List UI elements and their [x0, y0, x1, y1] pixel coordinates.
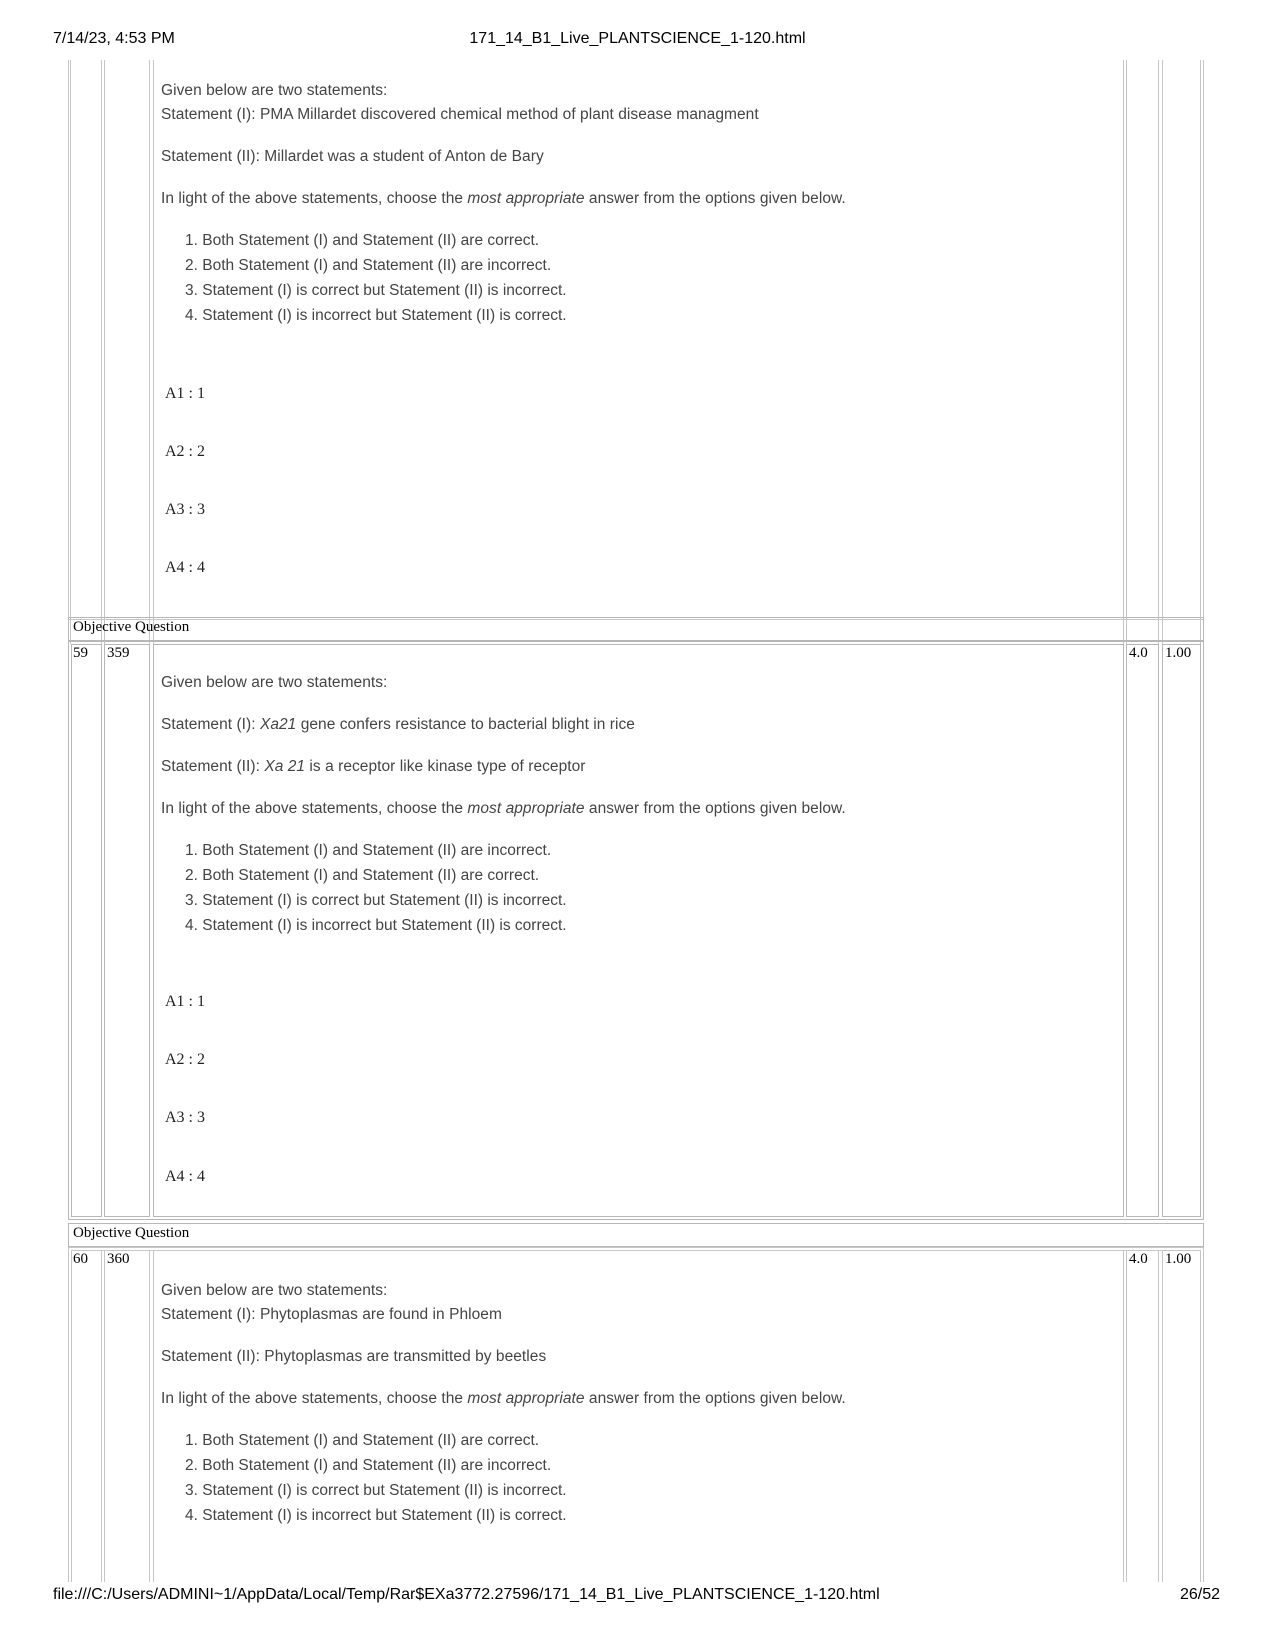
statement-2: Statement (II): Xa 21 is a receptor like kinase type of receptor [161, 758, 586, 775]
cell-border [101, 1250, 102, 1582]
print-file-path: file:///C:/Users/ADMINI~1/AppData/Local/Temp/Rar$EXa3772.27596/171_14_B1_Live_PLANTSCIENCE_1-120.html [53, 1586, 880, 1603]
cell-border [1123, 60, 1124, 644]
answer-key-4: A4 : 4 [165, 1168, 205, 1185]
question-intro: Given below are two statements: [161, 82, 388, 99]
question-type-label: Objective Question [73, 1225, 190, 1241]
statement-1: Statement (I): Xa21 gene confers resistance to bacterial blight in rice [161, 716, 635, 733]
question-id: 360 [107, 1251, 130, 1267]
option-item: 2. Both Statement (I) and Statement (II) are correct. [185, 867, 540, 884]
question-type-label: Objective Question [73, 619, 190, 635]
cell-border [1162, 60, 1163, 644]
cell-border [101, 60, 102, 644]
option-item: 1. Both Statement (I) and Statement (II) are correct. [185, 1432, 540, 1449]
answer-key-3: A3 : 3 [165, 1109, 205, 1126]
question-type-row [68, 1223, 1204, 1247]
option-item: 4. Statement (I) is incorrect but Statement (II) is correct. [185, 1507, 567, 1524]
print-date: 7/14/23, 4:53 PM [53, 30, 175, 47]
option-item: 4. Statement (I) is incorrect but Statement (II) is correct. [185, 307, 567, 324]
question-id-cell [104, 644, 150, 1217]
cell-border [71, 1250, 72, 1582]
answer-key-4: A4 : 4 [165, 559, 205, 576]
answer-key-2: A2 : 2 [165, 1051, 205, 1068]
question-negative-marks: 1.00 [1165, 645, 1192, 661]
cell-border [153, 1250, 154, 1582]
question-id: 359 [107, 645, 130, 661]
table-border [1203, 1247, 1204, 1582]
option-item: 2. Both Statement (I) and Statement (II) are incorrect. [185, 257, 552, 274]
cell-border [1123, 1250, 1124, 1582]
print-page-number: 26/52 [1180, 1586, 1221, 1603]
statement-2: Statement (II): Phytoplasmas are transmitted by beetles [161, 1348, 547, 1365]
statement-1: Statement (I): Phytoplasmas are found in Phloem [161, 1306, 502, 1323]
answer-key-1: A1 : 1 [165, 385, 205, 402]
table-border [68, 1247, 69, 1582]
question-negative-marks: 1.00 [1165, 1251, 1192, 1267]
option-item: 3. Statement (I) is correct but Statement (II) is incorrect. [185, 892, 567, 909]
cell-border [1158, 60, 1159, 644]
cell-border [1200, 1250, 1201, 1582]
cell-border [1126, 60, 1127, 644]
cell-border [1162, 1250, 1163, 1582]
option-item: 1. Both Statement (I) and Statement (II) are incorrect. [185, 842, 552, 859]
table-border [68, 1247, 1204, 1248]
instruction-text: In light of the above statements, choose the most appropriate answer from the options given below. [161, 1390, 846, 1407]
answer-key-2: A2 : 2 [165, 443, 205, 460]
cell-border [104, 60, 105, 644]
cell-border [149, 60, 150, 644]
option-item: 2. Both Statement (I) and Statement (II) are incorrect. [185, 1457, 552, 1474]
cell-border [149, 1250, 150, 1582]
serial-cell [71, 644, 102, 1217]
table-border [1200, 60, 1201, 644]
question-marks: 4.0 [1129, 645, 1148, 661]
table-border [1203, 60, 1204, 646]
option-item: 1. Both Statement (I) and Statement (II) are correct. [185, 232, 540, 249]
question-serial: 59 [73, 645, 88, 661]
instruction-text: In light of the above statements, choose the most appropriate answer from the options given below. [161, 190, 846, 207]
question-marks: 4.0 [1129, 1251, 1148, 1267]
statement-1: Statement (I): PMA Millardet discovered chemical method of plant disease managment [161, 106, 759, 123]
print-title: 171_14_B1_Live_PLANTSCIENCE_1-120.html [469, 30, 806, 47]
cell-border [71, 1250, 1201, 1251]
question-intro: Given below are two statements: [161, 1282, 388, 1299]
cell-border [1158, 1250, 1159, 1582]
cell-border [1126, 1250, 1127, 1582]
table-border [70, 60, 71, 644]
answer-key-3: A3 : 3 [165, 501, 205, 518]
question-serial: 60 [73, 1251, 88, 1267]
instruction-text: In light of the above statements, choose the most appropriate answer from the options given below. [161, 800, 846, 817]
marks-cell [1126, 644, 1159, 1217]
option-item: 3. Statement (I) is correct but Statement (II) is incorrect. [185, 282, 567, 299]
table-border [68, 60, 69, 646]
option-item: 3. Statement (I) is correct but Statement (II) is incorrect. [185, 1482, 567, 1499]
option-item: 4. Statement (I) is incorrect but Statement (II) is correct. [185, 917, 567, 934]
statement-2: Statement (II): Millardet was a student of Anton de Bary [161, 148, 544, 165]
cell-border [153, 60, 154, 644]
question-type-row [68, 617, 1204, 641]
question-intro: Given below are two statements: [161, 674, 388, 691]
negative-marks-cell [1162, 644, 1201, 1217]
cell-border [104, 1250, 105, 1582]
answer-key-1: A1 : 1 [165, 993, 205, 1010]
